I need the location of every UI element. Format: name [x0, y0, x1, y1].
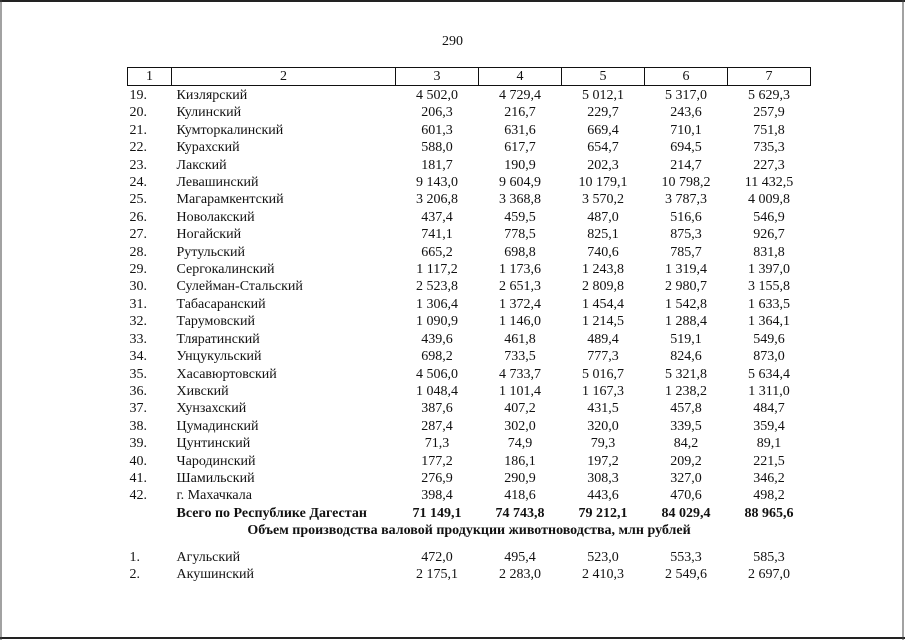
- district-name: Цунтинский: [176, 436, 251, 452]
- value-cell: 302,0: [504, 418, 536, 434]
- district-name: г. Махачкала: [176, 488, 252, 504]
- value-cell: 740,6: [587, 244, 619, 260]
- value-cell: 387,6: [421, 401, 453, 417]
- value-cell: 2 809,8: [582, 279, 624, 295]
- district-name: Лакский: [176, 157, 227, 173]
- value-cell: 926,7: [753, 227, 785, 243]
- value-cell: 443,6: [587, 488, 619, 504]
- value-cell: 4 729,4: [499, 88, 541, 103]
- row-number: 1.: [129, 549, 140, 565]
- value-cell: 470,6: [670, 488, 702, 504]
- row-number: 37.: [129, 401, 147, 417]
- header-cell: 5: [562, 68, 645, 86]
- value-cell: 785,7: [670, 244, 702, 260]
- data-table-container: [127, 67, 810, 583]
- value-cell: 181,7: [421, 157, 453, 173]
- value-cell: 243,6: [670, 105, 702, 121]
- row-number: 31.: [129, 296, 147, 312]
- value-cell: 3 368,8: [499, 192, 541, 208]
- value-cell: 669,4: [587, 122, 619, 138]
- value-cell: 751,8: [753, 122, 785, 138]
- district-name: Чародинский: [176, 453, 256, 469]
- row-number: 35.: [129, 366, 147, 382]
- value-cell: 308,3: [587, 470, 619, 486]
- value-cell: 1 454,4: [582, 296, 624, 312]
- value-cell: 3 787,3: [665, 192, 707, 208]
- value-cell: 216,7: [504, 105, 536, 121]
- value-cell: 495,4: [504, 549, 536, 565]
- value-cell: 516,6: [670, 209, 702, 225]
- value-cell: 588,0: [421, 140, 453, 156]
- district-name: Агульский: [176, 549, 241, 565]
- row-number: 34.: [129, 349, 147, 365]
- value-cell: 10 798,2: [661, 175, 711, 191]
- table-row: [128, 296, 811, 313]
- total-row: [128, 505, 811, 522]
- value-cell: 1 542,8: [665, 296, 707, 312]
- value-cell: 398,4: [421, 488, 453, 504]
- value-cell: 1 238,2: [665, 383, 707, 399]
- value-cell: 214,7: [670, 157, 702, 173]
- table-row: [128, 226, 811, 243]
- value-cell: 1 214,5: [582, 314, 624, 330]
- row-number: 27.: [129, 227, 147, 243]
- value-cell: 5 016,7: [582, 366, 624, 382]
- value-cell: 4 506,0: [416, 366, 458, 382]
- value-cell: 733,5: [504, 349, 536, 365]
- row-number: 32.: [129, 314, 147, 330]
- table-row: [128, 191, 811, 208]
- header-cell: 1: [128, 68, 172, 86]
- page-number: 290: [442, 34, 463, 49]
- value-cell: 227,3: [753, 157, 785, 173]
- table-row: [128, 278, 811, 295]
- value-cell: 3 570,2: [582, 192, 624, 208]
- district-name: Тляратинский: [176, 331, 260, 347]
- value-cell: 431,5: [587, 401, 619, 417]
- value-cell: 631,6: [504, 122, 536, 138]
- value-cell: 778,5: [504, 227, 536, 243]
- row-number: 42.: [129, 488, 147, 504]
- value-cell: 489,4: [587, 331, 619, 347]
- value-cell: 553,3: [670, 549, 702, 565]
- district-name: Табасаранский: [176, 296, 266, 312]
- table-row: [128, 487, 811, 504]
- district-name: Сулейман-Стальский: [176, 279, 303, 295]
- row-number: 30.: [129, 279, 147, 295]
- table-row: [128, 209, 811, 226]
- value-cell: 4 502,0: [416, 88, 458, 103]
- value-cell: 84,2: [673, 436, 699, 452]
- value-cell: 698,8: [504, 244, 536, 260]
- value-cell: 523,0: [587, 549, 619, 565]
- row-number: 26.: [129, 209, 147, 225]
- district-name: Кумторкалинский: [176, 122, 284, 138]
- value-cell: 2 410,3: [582, 566, 624, 582]
- district-name: Шамильский: [176, 470, 255, 486]
- value-cell: 694,5: [670, 140, 702, 156]
- value-cell: 5 321,8: [665, 366, 707, 382]
- value-cell: 276,9: [421, 470, 453, 486]
- value-cell: 654,7: [587, 140, 619, 156]
- value-cell: 5 012,1: [582, 88, 624, 103]
- value-cell: 1 173,6: [499, 262, 541, 278]
- value-cell: 1 117,2: [416, 262, 458, 278]
- value-cell: 177,2: [421, 453, 453, 469]
- value-cell: 290,9: [504, 470, 536, 486]
- value-cell: 698,2: [421, 349, 453, 365]
- row-number: 36.: [129, 383, 147, 399]
- table-row: [128, 566, 811, 583]
- district-name: Хасавюртовский: [176, 366, 277, 382]
- value-cell: 831,8: [753, 244, 785, 260]
- header-cell: 4: [479, 68, 562, 86]
- district-name: Кулинский: [176, 105, 242, 121]
- row-number: 19.: [129, 88, 147, 103]
- district-name: Курахский: [176, 140, 240, 156]
- total-value-cell: 88 965,6: [744, 505, 794, 521]
- value-cell: 1 397,0: [748, 262, 790, 278]
- row-number: 2.: [129, 566, 140, 582]
- value-cell: 1 372,4: [499, 296, 541, 312]
- row-number: 40.: [129, 453, 147, 469]
- value-cell: 2 523,8: [416, 279, 458, 295]
- value-cell: 2 651,3: [499, 279, 541, 295]
- value-cell: 1 090,9: [416, 314, 458, 330]
- value-cell: 461,8: [504, 331, 536, 347]
- value-cell: 9 604,9: [499, 175, 541, 191]
- value-cell: 197,2: [587, 453, 619, 469]
- table-row: [128, 313, 811, 330]
- value-cell: 74,9: [507, 436, 533, 452]
- value-cell: 1 048,4: [416, 383, 458, 399]
- row-number: 24.: [129, 175, 147, 191]
- row-number: 38.: [129, 418, 147, 434]
- value-cell: 206,3: [421, 105, 453, 121]
- table-row: [128, 244, 811, 261]
- district-name: Тарумовский: [176, 314, 255, 330]
- value-cell: 359,4: [753, 418, 785, 434]
- value-cell: 519,1: [670, 331, 702, 347]
- value-cell: 10 179,1: [578, 175, 628, 191]
- value-cell: 777,3: [587, 349, 619, 365]
- header-cell: 2: [172, 68, 396, 86]
- total-value-cell: 79 212,1: [578, 505, 628, 521]
- data-table: [127, 67, 811, 583]
- table-row: [128, 139, 811, 156]
- value-cell: 824,6: [670, 349, 702, 365]
- value-cell: 439,6: [421, 331, 453, 347]
- value-cell: 457,8: [670, 401, 702, 417]
- table-row: [128, 383, 811, 400]
- value-cell: 1 146,0: [499, 314, 541, 330]
- section-title-row: [128, 522, 811, 548]
- value-cell: 339,5: [670, 418, 702, 434]
- value-cell: 472,0: [421, 549, 453, 565]
- table-row: [128, 157, 811, 174]
- value-cell: 5 317,0: [665, 88, 707, 103]
- header-cell: 7: [728, 68, 811, 86]
- value-cell: 549,6: [753, 331, 785, 347]
- value-cell: 665,2: [421, 244, 453, 260]
- district-name: Левашинский: [176, 175, 259, 191]
- value-cell: 2 980,7: [665, 279, 707, 295]
- value-cell: 498,2: [753, 488, 785, 504]
- value-cell: 546,9: [753, 209, 785, 225]
- value-cell: 407,2: [504, 401, 536, 417]
- header-cell: 3: [396, 68, 479, 86]
- value-cell: 257,9: [753, 105, 785, 121]
- section-title: Объем производства валовой продукции животноводства, млн рублей: [247, 523, 691, 539]
- value-cell: 2 697,0: [748, 566, 790, 582]
- header-cell: 6: [645, 68, 728, 86]
- table-row: [128, 348, 811, 365]
- table-row: [128, 418, 811, 435]
- value-cell: 484,7: [753, 401, 785, 417]
- value-cell: 741,1: [421, 227, 453, 243]
- table-row: [128, 104, 811, 121]
- table-row: [128, 470, 811, 487]
- value-cell: 229,7: [587, 105, 619, 121]
- table-row: [128, 261, 811, 278]
- total-row-number: [128, 505, 172, 522]
- value-cell: 221,5: [753, 453, 785, 469]
- row-number: 39.: [129, 436, 147, 452]
- value-cell: 186,1: [504, 453, 536, 469]
- value-cell: 3 155,8: [748, 279, 790, 295]
- total-label: Всего по Республике Дагестан: [176, 505, 367, 521]
- district-name: Кизлярский: [176, 88, 248, 103]
- value-cell: 4 009,8: [748, 192, 790, 208]
- district-name: Ногайский: [176, 227, 242, 243]
- value-cell: 825,1: [587, 227, 619, 243]
- table-row: [128, 453, 811, 470]
- value-cell: 202,3: [587, 157, 619, 173]
- table-row: [128, 366, 811, 383]
- table-row: [128, 86, 811, 105]
- value-cell: 873,0: [753, 349, 785, 365]
- value-cell: 71,3: [424, 436, 450, 452]
- value-cell: 79,3: [590, 436, 616, 452]
- value-cell: 3 206,8: [416, 192, 458, 208]
- value-cell: 1 306,4: [416, 296, 458, 312]
- value-cell: 9 143,0: [416, 175, 458, 191]
- value-cell: 585,3: [753, 549, 785, 565]
- total-value-cell: 84 029,4: [661, 505, 711, 521]
- value-cell: 2 175,1: [416, 566, 458, 582]
- district-name: Новолакский: [176, 209, 255, 225]
- district-name: Магарамкентский: [176, 192, 284, 208]
- row-number: 33.: [129, 331, 147, 347]
- total-value-cell: 71 149,1: [412, 505, 462, 521]
- value-cell: 190,9: [504, 157, 536, 173]
- value-cell: 875,3: [670, 227, 702, 243]
- table-row: [128, 122, 811, 139]
- value-cell: 327,0: [670, 470, 702, 486]
- row-number: 22.: [129, 140, 147, 156]
- value-cell: 5 634,4: [748, 366, 790, 382]
- row-number: 28.: [129, 244, 147, 260]
- table-row: [128, 549, 811, 566]
- value-cell: 617,7: [504, 140, 536, 156]
- row-number: 25.: [129, 192, 147, 208]
- value-cell: 209,2: [670, 453, 702, 469]
- district-name: Сергокалинский: [176, 262, 275, 278]
- row-number: 21.: [129, 122, 147, 138]
- value-cell: 1 364,1: [748, 314, 790, 330]
- district-name: Хунзахский: [176, 401, 247, 417]
- value-cell: 418,6: [504, 488, 536, 504]
- row-number: 29.: [129, 262, 147, 278]
- district-name: Акушинский: [176, 566, 254, 582]
- table-row: [128, 400, 811, 417]
- value-cell: 89,1: [756, 436, 782, 452]
- value-cell: 487,0: [587, 209, 619, 225]
- table-row: [128, 331, 811, 348]
- district-name: Рутульский: [176, 244, 245, 260]
- value-cell: 4 733,7: [499, 366, 541, 382]
- value-cell: 320,0: [587, 418, 619, 434]
- district-name: Цумадинский: [176, 418, 259, 434]
- value-cell: 5 629,3: [748, 88, 790, 103]
- value-cell: 1 243,8: [582, 262, 624, 278]
- table-row: [128, 174, 811, 191]
- value-cell: 735,3: [753, 140, 785, 156]
- table-header: [128, 68, 811, 86]
- value-cell: 2 549,6: [665, 566, 707, 582]
- value-cell: 1 319,4: [665, 262, 707, 278]
- value-cell: 1 101,4: [499, 383, 541, 399]
- value-cell: 1 167,3: [582, 383, 624, 399]
- value-cell: 346,2: [753, 470, 785, 486]
- value-cell: 459,5: [504, 209, 536, 225]
- value-cell: 710,1: [670, 122, 702, 138]
- value-cell: 287,4: [421, 418, 453, 434]
- value-cell: 1 311,0: [748, 383, 790, 399]
- value-cell: 437,4: [421, 209, 453, 225]
- value-cell: 601,3: [421, 122, 453, 138]
- row-number: 23.: [129, 157, 147, 173]
- district-name: Унцукульский: [176, 349, 262, 365]
- value-cell: 2 283,0: [499, 566, 541, 582]
- row-number: 20.: [129, 105, 147, 121]
- district-name: Хивский: [176, 383, 229, 399]
- table-body: [128, 86, 811, 584]
- header-row: [128, 68, 811, 86]
- total-value-cell: 74 743,8: [495, 505, 545, 521]
- row-number: 41.: [129, 470, 147, 486]
- value-cell: 11 432,5: [744, 175, 794, 191]
- value-cell: 1 633,5: [748, 296, 790, 312]
- table-row: [128, 435, 811, 452]
- value-cell: 1 288,4: [665, 314, 707, 330]
